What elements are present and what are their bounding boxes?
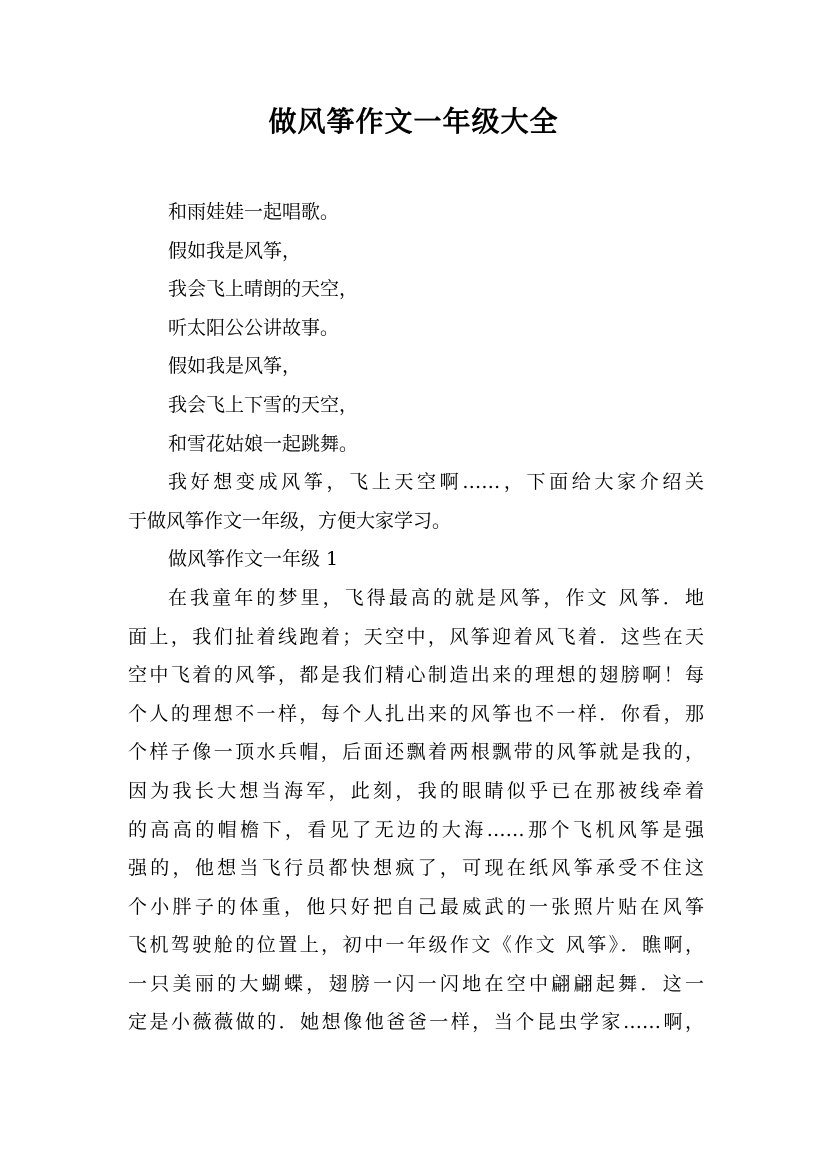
body-line: 个人的理想不一样，每个人扎出来的风筝也不一样．你看，那 xyxy=(128,702,704,725)
body-line: 假如我是风筝， xyxy=(168,355,302,378)
body-line: 定是小薇薇做的．她想像他爸爸一样，当个昆虫学家……啊， xyxy=(128,1011,704,1034)
body-line: 因为我长大想当海军，此刻，我的眼睛似乎已在那被线牵着 xyxy=(128,779,704,802)
body-line: 个样子像一顶水兵帽，后面还飘着两根飘带的风筝就是我的， xyxy=(128,741,704,764)
body-line: 听太阳公公讲故事。 xyxy=(168,316,340,339)
document-body xyxy=(128,193,704,1042)
body-line: 在我童年的梦里，飞得最高的就是风筝，作文 风筝．地 xyxy=(168,586,704,609)
body-line: 的高高的帽檐下，看见了无边的大海……那个飞机风筝是强 xyxy=(128,818,704,841)
body-line: 和雨娃娃一起唱歌。 xyxy=(168,201,340,223)
body-line: 强的，他想当飞行员都快想疯了，可现在纸风筝承受不住这 xyxy=(128,857,704,880)
body-line: 飞机驾驶舱的位置上，初中一年级作文《作文 风筝》．瞧啊， xyxy=(128,934,704,957)
section-heading: 做风筝作文一年级 1 xyxy=(168,548,339,571)
body-line: 于做风筝作文一年级，方便大家学习。 xyxy=(128,509,452,532)
body-line: 和雪花姑娘一起跳舞。 xyxy=(168,432,359,455)
body-line: 面上，我们扯着线跑着；天空中，风筝迎着风飞着．这些在天 xyxy=(128,625,704,648)
body-line: 空中飞着的风筝，都是我们精心制造出来的理想的翅膀啊！每 xyxy=(128,664,704,687)
body-line: 我会飞上下雪的天空， xyxy=(168,393,359,416)
body-line: 个小胖子的体重，他只好把自己最威武的一张照片贴在风筝 xyxy=(128,895,704,918)
body-line: 假如我是风筝， xyxy=(168,239,302,262)
body-line: 一只美丽的大蝴蝶，翅膀一闪一闪地在空中翩翩起舞．这一 xyxy=(128,972,704,995)
document-title: 做风筝作文一年级大全 xyxy=(268,105,559,138)
body-line: 我会飞上晴朗的天空， xyxy=(168,278,359,301)
body-line: 我好想变成风筝，飞上天空啊……，下面给大家介绍关 xyxy=(168,471,704,494)
